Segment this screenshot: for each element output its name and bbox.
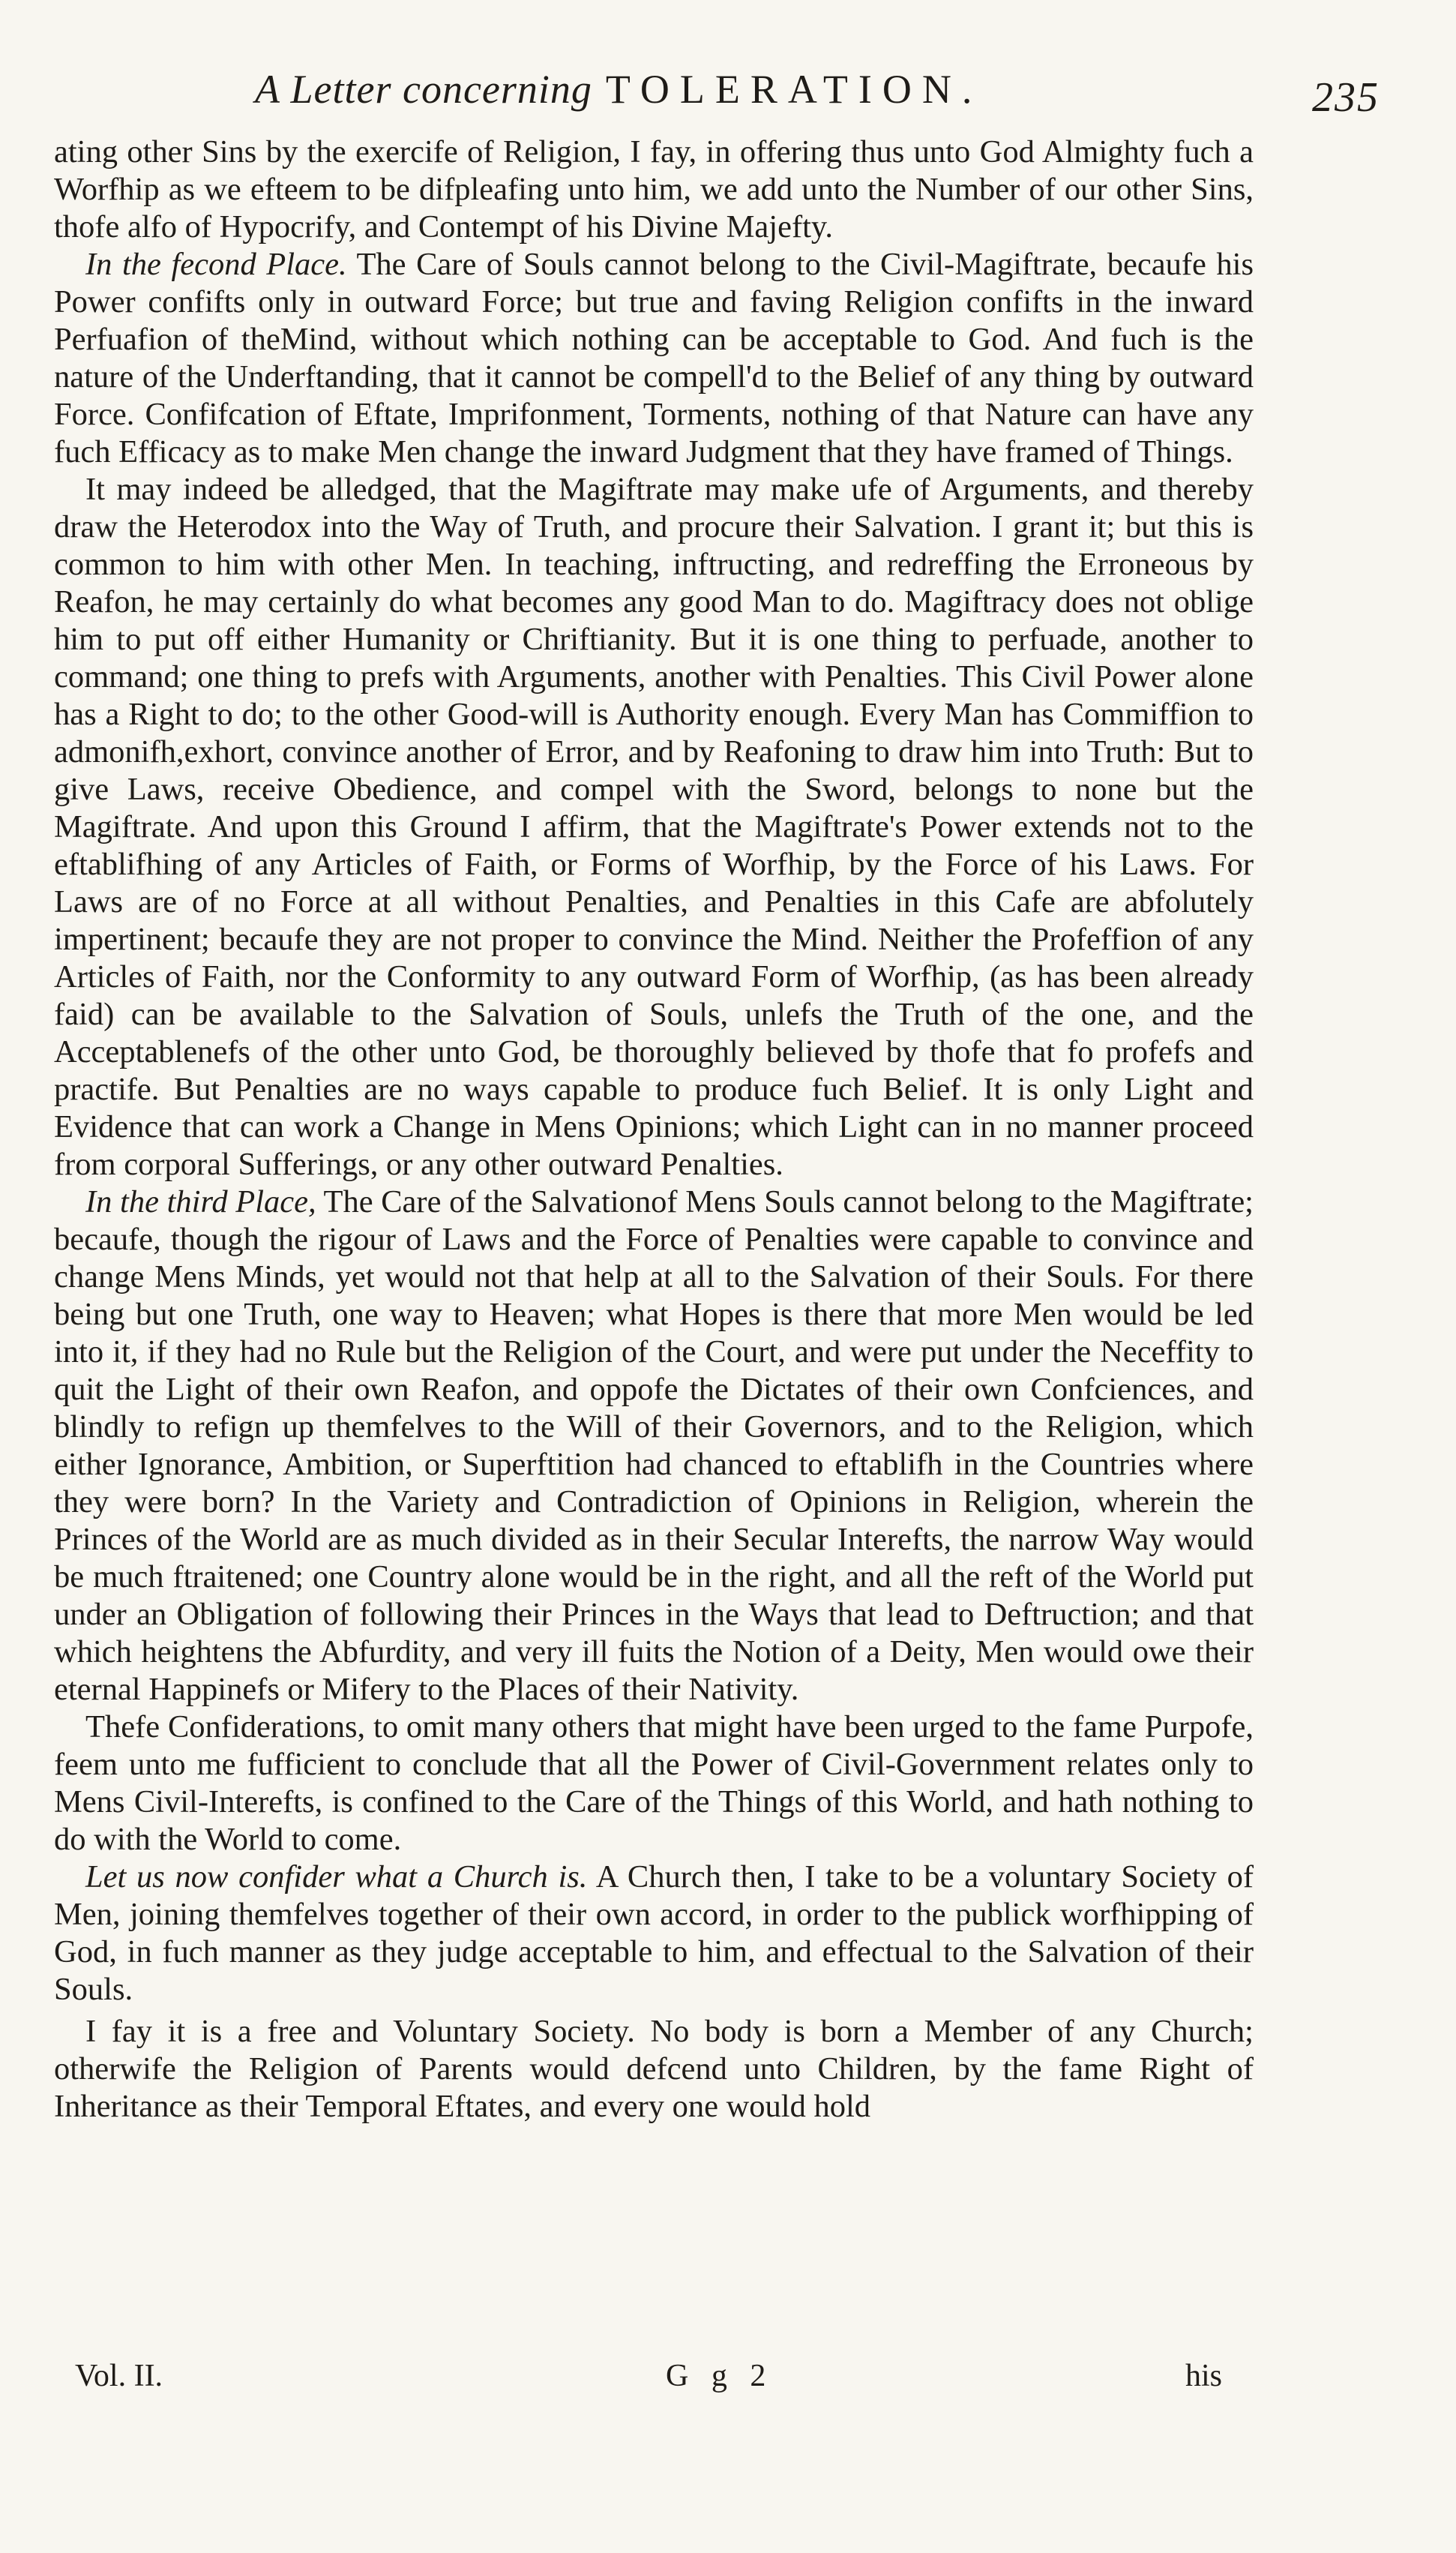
catchword: his bbox=[1185, 2359, 1222, 2393]
volume-label: Vol. II. bbox=[75, 2359, 163, 2393]
paragraph-4 bbox=[54, 1184, 1254, 1708]
signature-mark: G g 2 bbox=[666, 2359, 774, 2393]
paragraph-text: The Care of the Salvationof Mens Souls cannot belong to the Magiftrate; becaufe, though the rigour of Laws and the Force of Penalties were capable to convince and change Mens Minds, yet would not that help at all to the Salvation of their Souls. For there being but one Truth, one way to Heaven; what Hopes is there that more Men would be led into it, if they had no Rule but the Religion of the Court, and were put under the Neceffity to quit the Light of their own Reafon, and oppofe the Dictates of their own Confciences, and blindly to refign up themfelves to the Will of their Governors, and to the Religion, which either Ignorance, Ambition, or Superftition had chanced to eftablifh in the Countries where they were born? In the Variety and Contradiction of Opinions in Religion, wherein the Princes of the World are as much divided as in their Secular Interefts, the narrow Way would be much ftraitened; one Country alone would be in the right, and all the reft of the World put under an Obligation of following their Princes in the Ways that lead to Deftruction; and that which heightens the Abfurdity, and very ill fuits the Notion of a Deity, Men would owe their eternal Happinefs or Mifery to the Places of their Nativity. bbox=[54, 1184, 1254, 1707]
running-title bbox=[255, 66, 982, 112]
page-number: 235 bbox=[1312, 74, 1380, 121]
paragraph-text: Thefe Confiderations, to omit many others that might have been urged to the fame Purpofe, feem unto me fufficient to conclude that all the Power of Civil-Government relates only to Mens Civil-Interefts, is confined to the Care of the Things of this World, and hath nothing to do with the World to come. bbox=[54, 1709, 1254, 1857]
paragraph-text: A Church then, I take to be a voluntary Society of Men, joining themfelves together of their own accord, in order to the publick worfhipping of God, in fuch manner as they judge acceptable to him, and effectual to the Salvation of their Souls. bbox=[54, 1859, 1254, 2007]
running-title-italic: A Letter concerning bbox=[255, 67, 592, 112]
paragraph-5 bbox=[54, 1708, 1254, 1858]
paragraph-text: The Care of Souls cannot belong to the Civil-Magiftrate, becaufe his Power confifts only in outward Force; but true and faving Religion confifts in the inward Perfuafion of theMind, without which nothing can be acceptable to God. And fuch is the nature of the Underftanding, that it cannot be compell'd to the Belief of any thing by outward Force. Confifcation of Eftate, Imprifonment, Torments, nothing of that Nature can have any fuch Efficacy as to make Men change the inward Judgment that they have framed of Things. bbox=[54, 247, 1254, 470]
paragraph-6 bbox=[54, 1858, 1254, 2008]
paragraph-text: ating other Sins by the exercife of Religion, I fay, in offering thus unto God Almighty fuch a Worfhip as we efteem to be difpleafing unto him, we add unto the Number of our other Sins, thofe alfo of Hypocrify, and Contempt of his Divine Majefty. bbox=[54, 134, 1254, 244]
body-text bbox=[54, 134, 1254, 2126]
paragraph-1 bbox=[54, 134, 1254, 246]
page-footer bbox=[75, 2358, 1222, 2403]
paragraph-3 bbox=[54, 471, 1254, 1184]
paragraph-7 bbox=[54, 2013, 1254, 2126]
paragraph-lead: Let us now confider what a Church is. bbox=[85, 1859, 588, 1894]
paragraph-text: I fay it is a free and Voluntary Society. No body is born a Member of any Church; otherwife the Religion of Parents would defcend unto Children, by the fame Right of Inheritance as their Temporal Eftates, and every one would hold bbox=[54, 2014, 1254, 2124]
paragraph-lead: In the fecond Place. bbox=[85, 247, 347, 282]
running-header bbox=[255, 66, 1411, 134]
paragraph-2 bbox=[54, 246, 1254, 471]
paragraph-lead: In the third Place, bbox=[85, 1184, 316, 1220]
running-title-caps: TOLERATION. bbox=[605, 67, 983, 112]
paragraph-text: It may indeed be alledged, that the Magiftrate may make ufe of Arguments, and thereby draw the Heterodox into the Way of Truth, and procure their Salvation. I grant it; but this is common to him with other Men. In teaching, inftructing, and redreffing the Erroneous by Reafon, he may certainly do what becomes any good Man to do. Magiftracy does not oblige him to put off either Humanity or Chriftianity. But it is one thing to perfuade, another to command; one thing to prefs with Arguments, another with Penalties. This Civil Power alone has a Right to do; to the other Good-will is Authority enough. Every Man has Commiffion to admonifh,exhort, convince another of Error, and by Reafoning to draw him into Truth: But to give Laws, receive Obedience, and compel with the Sword, belongs to none but the Magiftrate. And upon this Ground I affirm, that the Magiftrate's Power extends not to the eftablifhing of any Articles of Faith, or Forms of Worfhip, by the Force of his Laws. For Laws are of no Force at all without Penalties, and Penalties in this Cafe are abfolutely impertinent; becaufe they are not proper to convince the Mind. Neither the Profeffion of any Articles of Faith, nor the Conformity to any outward Form of Worfhip, (as has been already faid) can be available to the Salvation of Souls, unlefs the Truth of the one, and the Acceptablenefs of the other unto God, be thoroughly believed by thofe that fo profefs and practife. But Penalties are no ways capable to produce fuch Belief. It is only Light and Evidence that can work a Change in Mens Opinions; which Light can in no manner proceed from corporal Sufferings, or any other outward Penalties. bbox=[54, 472, 1254, 1182]
